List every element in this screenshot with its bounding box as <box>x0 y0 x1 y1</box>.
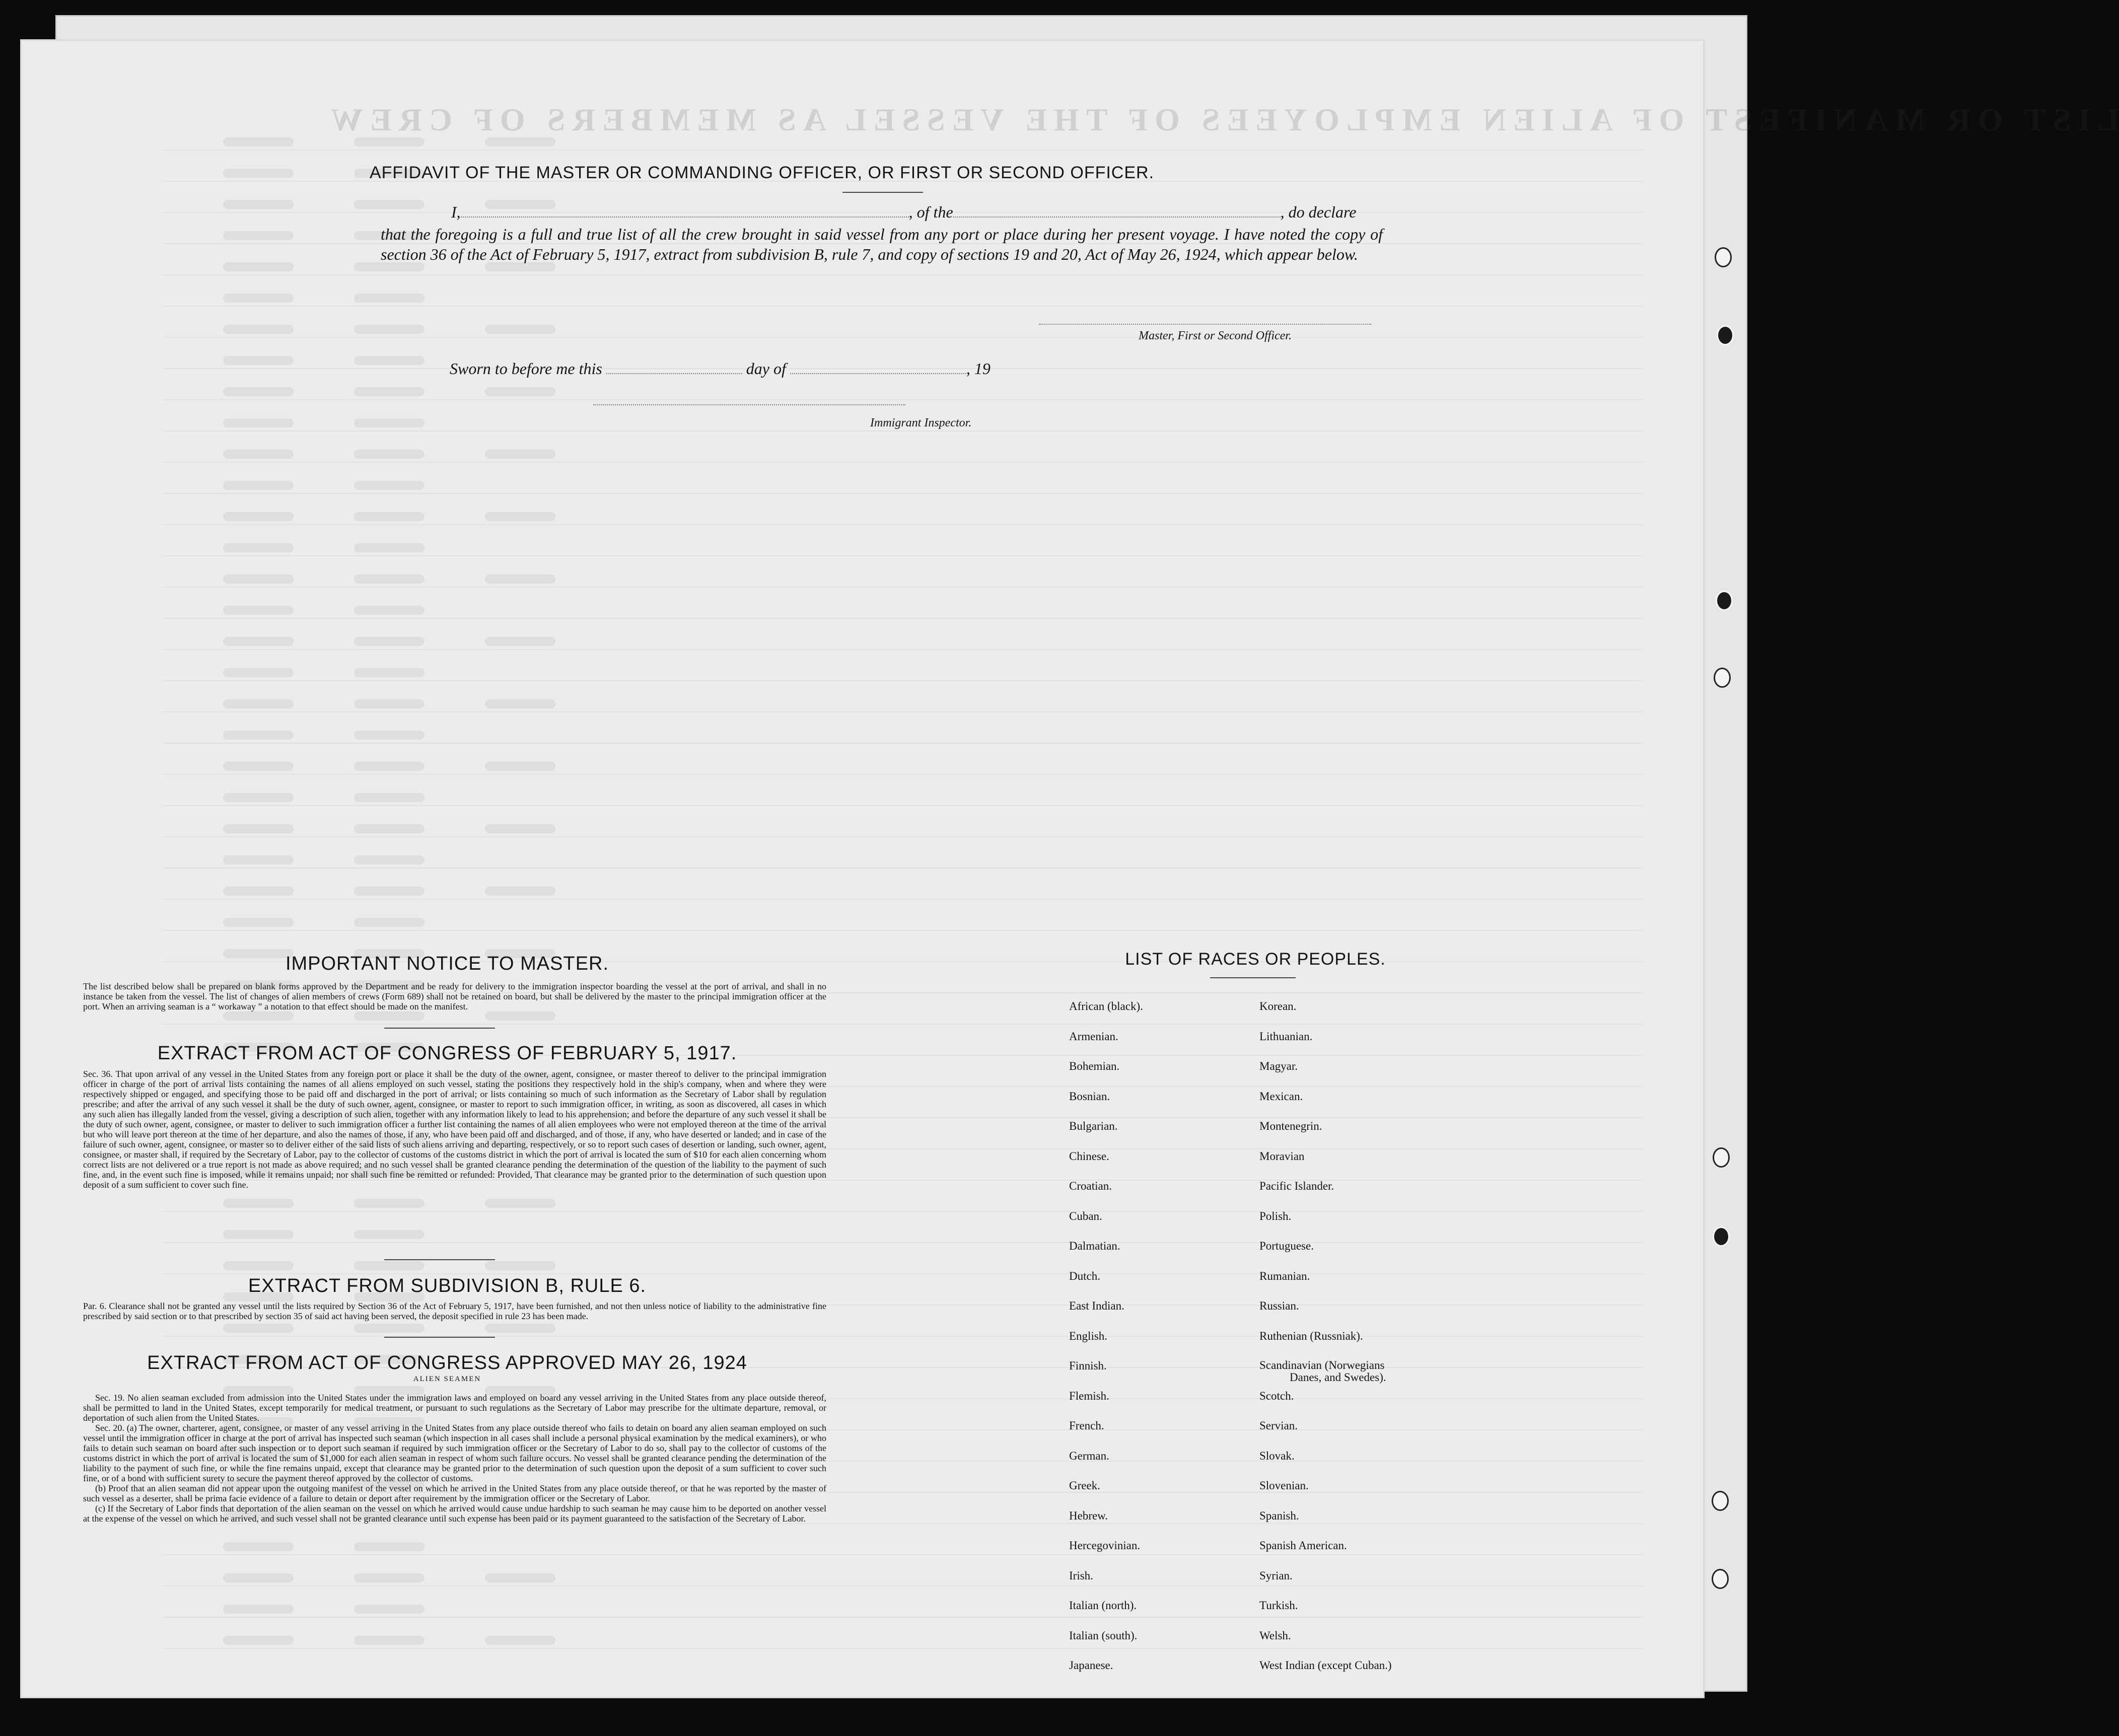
race-item: Croatian. <box>1069 1180 1112 1192</box>
race-item: Finnish. <box>1069 1359 1107 1372</box>
race-item: Italian (south). <box>1069 1629 1138 1642</box>
race-item: Spanish American. <box>1259 1539 1347 1552</box>
race-item: Ruthenian (Russniak). <box>1259 1329 1363 1342</box>
race-item: English. <box>1069 1329 1108 1342</box>
race-item: Japanese. <box>1069 1659 1113 1672</box>
declarant-name-field[interactable] <box>461 216 909 218</box>
year-label: , 19 <box>966 359 991 378</box>
race-item: Korean. <box>1259 1000 1297 1012</box>
race-item: Mexican. <box>1259 1090 1303 1103</box>
races-title: LIST OF RACES OR PEOPLES. <box>1125 950 1386 969</box>
races-divider <box>1210 977 1296 978</box>
race-item: French. <box>1069 1419 1104 1432</box>
title-divider <box>842 192 923 193</box>
of-the-label: , of the <box>908 203 953 221</box>
rule-6-divider <box>384 1337 495 1338</box>
extract-1917-divider <box>384 1259 495 1260</box>
affidavit-paragraph: that the foregoing is a full and true list of all the crew brought in said vessel from any port or place during her present voyage. I have noted the copy of section 36 of the Act of February 5, 1917, extract from subdivision B, rule 7, and copy of sections 19 and 20, Act of May 26, 1924, which appear below. <box>381 225 1383 263</box>
binder-hole-icon <box>1716 591 1733 611</box>
inspector-label: Immigrant Inspector. <box>870 416 972 429</box>
race-item: Flemish. <box>1069 1389 1109 1402</box>
sworn-day-field[interactable] <box>606 373 742 374</box>
race-item: Irish. <box>1069 1569 1093 1582</box>
sworn-line <box>450 359 991 378</box>
rule-6-text: Par. 6. Clearance shall not be granted any vessel until the lists required by Section 36 of the Act of February 5, 1917, have been furnished, and not then unless notice of liability to the administrative fine prescribed by said section or to that prescribed by section 35 of said act having been served, the deposit specified in rule 23 has been made. <box>83 1301 826 1321</box>
race-item: Servian. <box>1259 1419 1298 1432</box>
race-item: Polish. <box>1259 1209 1292 1222</box>
affidavit-title: AFFIDAVIT OF THE MASTER OR COMMANDING OFFICER, OR FIRST OR SECOND OFFICER. <box>369 163 1155 182</box>
document-page <box>20 39 2119 1698</box>
race-item: Syrian. <box>1259 1569 1293 1582</box>
race-item: Montenegrin. <box>1259 1120 1322 1132</box>
sec-20b-text: (b) Proof that an alien seaman did not appear upon the outgoing manifest of the vessel on which he arrived in the United States from any place outside thereof, or that he was reported by the master of such vessel as a deserter, shall be prima facie evidence of a failure to detain or deport after requirement by the immigration officer or the Secretary of Labor. <box>83 1483 826 1503</box>
race-item-scandinavian <box>1259 1359 1392 1390</box>
binder-hole-icon <box>1714 668 1731 688</box>
race-item: Greek. <box>1069 1479 1100 1492</box>
notice-title: IMPORTANT NOTICE TO MASTER. <box>285 953 609 974</box>
race-item: Pacific Islander. <box>1259 1180 1334 1192</box>
binder-hole-icon <box>1717 325 1734 345</box>
race-item: Slovak. <box>1259 1449 1295 1462</box>
race-item: Slovenian. <box>1259 1479 1309 1492</box>
race-item: West Indian (except Cuban.) <box>1259 1659 1392 1672</box>
inspector-signature-line[interactable] <box>593 403 905 405</box>
binder-hole-icon <box>1715 247 1732 267</box>
races-right-column <box>1259 1000 1392 1689</box>
binder-hole-icon <box>1713 1147 1730 1168</box>
sworn-month-field[interactable] <box>790 373 966 374</box>
race-item: Lithuanian. <box>1259 1030 1313 1043</box>
race-item: Moravian <box>1259 1149 1305 1163</box>
declarant-label: I, <box>451 203 461 221</box>
race-item: Portuguese. <box>1259 1240 1314 1252</box>
notice-divider <box>384 1028 495 1029</box>
rule-6-title: EXTRACT FROM SUBDIVISION B, RULE 6. <box>248 1275 647 1296</box>
race-item: Scandinavian (Norwegians <box>1259 1359 1385 1371</box>
extract-1924-text <box>83 1393 826 1524</box>
race-item: Russian. <box>1259 1299 1299 1312</box>
race-item: Dutch. <box>1069 1269 1100 1282</box>
vessel-name-field[interactable] <box>953 216 1281 218</box>
race-item: Rumanian. <box>1259 1269 1310 1282</box>
extract-1924-title: EXTRACT FROM ACT OF CONGRESS APPROVED MAY 26, 1924 <box>147 1352 747 1373</box>
race-item: Turkish. <box>1259 1599 1298 1612</box>
race-item: Italian (north). <box>1069 1599 1137 1612</box>
master-signature-line[interactable] <box>1039 323 1371 325</box>
race-item: Bohemian. <box>1069 1060 1120 1072</box>
race-item: Bulgarian. <box>1069 1120 1118 1132</box>
races-left-column <box>1069 1000 1143 1689</box>
sworn-label: Sworn to before me this <box>450 359 602 378</box>
race-item: Hebrew. <box>1069 1509 1108 1522</box>
bleed-through-heading: LIST OR MANIFEST OF ALIEN EMPLOYEES OF THE VESSEL AS MEMBERS OF CREW <box>324 102 2119 137</box>
sec-19-text: Sec. 19. No alien seaman excluded from admission into the United States under the immigration laws and employed on board any vessel arriving in the United States from any place outside thereof, shall be permitted to land in the United States, except temporarily for medical treatment, or pursuant to such regulations as the Secretary of Labor may prescribe for the ultimate departure, removal, or deportation of such alien from the United States. <box>83 1393 826 1423</box>
race-item: Armenian. <box>1069 1030 1118 1043</box>
race-item: German. <box>1069 1449 1109 1462</box>
affidavit-declaration-line <box>451 203 1356 222</box>
race-item: East Indian. <box>1069 1299 1124 1312</box>
sec-20a-text: Sec. 20. (a) The owner, charterer, agent, consignee, or master of any vessel arriving in the United States from any place outside thereof who fails to detain on board any alien seaman employed on such vessel until the immigration officer in charge at the port of arrival has inspected such seaman (which inspection in all cases shall include a personal physical examination by the medical examiners), or who fails to detain such seaman on board after such inspection or to deport such seaman if required by such immigration officer or the Secretary of Labor to do so, shall pay to the collector of customs of the customs district in which the port of arrival is located the sum of $1,000 for each alien seaman in respect of whom such failure occurs. No vessel shall be granted clearance pending the determination of the liability to the payment of such fine, or while the fine remains unpaid, except that clearance may be granted prior to the determination of such question upon the deposit of a sum sufficient to cover such fine, or of a bond with sufficient surety to secure the payment thereof approved by the collector of customs. <box>83 1423 826 1483</box>
do-declare-label: , do declare <box>1280 203 1357 221</box>
race-item: Hercegovinian. <box>1069 1539 1141 1552</box>
extract-1917-text: Sec. 36. That upon arrival of any vessel in the United States from any foreign port or place it shall be the duty of the owner, agent, consignee, or master thereof to deliver to the principal immigration officer in charge of the port of arrival lists containing the names of all aliens employed on such vessel, stating the positions they respectively hold in the ship's company, when and where they were respectively shipped or engaged, and specifying those to be paid off and discharged in the port of arrival; or lists containing so much of such information as the Secretary of Labor shall by regulation prescribe; and after the arrival of any such vessel it shall be the duty of such owner, agent, consignee, or master to report to such immigration officer, in writing, as soon as discovered, all cases in which any such alien has illegally landed from the vessel, giving a description of such alien, together with any information likely to lead to his apprehension; and before the departure of any such vessel it shall be the duty of such owner, agent, consignee, or master to deliver to such immigration officer a further list containing the names of all alien employees who were not employed thereon at the time of the arrival but who will leave port thereon at the time of her departure, and also the names of those, if any, who have been paid off and discharged, and of those, if any, who have deserted or landed; and in case of the failure of such owner, agent, consignee, or master so to deliver either of the said lists of such aliens arriving and departing, respectively, or so to report such cases of desertion or landing, such owner, agent, consignee, or master shall, if required by the Secretary of Labor, pay to the collector of customs of the customs district in which the port of arrival is located the sum of $10 for each alien concerning whom correct lists are not delivered or a true report is not made as above required; and no such vessel shall be granted clearance pending the determination of the question of the liability to the payment of such fine, and, in the event such fine is imposed, while it remains unpaid; nor shall such fine be remitted or refunded: Provided, That clearance may be granted prior to the determination of such question upon deposit of a sum sufficient to cover such fine. <box>83 1069 826 1190</box>
binder-hole-icon <box>1712 1491 1729 1511</box>
race-item: Chinese. <box>1069 1149 1109 1163</box>
alien-seamen-subtitle: ALIEN SEAMEN <box>413 1375 481 1383</box>
race-item: African (black). <box>1069 1000 1143 1012</box>
race-item: Bosnian. <box>1069 1090 1110 1103</box>
race-item: Scotch. <box>1259 1389 1294 1402</box>
race-item: Welsh. <box>1259 1629 1291 1642</box>
master-signature-label: Master, First or Second Officer. <box>1139 329 1292 342</box>
binder-hole-icon <box>1712 1569 1729 1589</box>
sec-20c-text: (c) If the Secretary of Labor finds that deportation of the alien seaman on the vessel on which he arrived would cause undue hardship to such seaman he may cause him to be deported on another vessel at the expense of the vessel on which he arrived, and such vessel shall not be granted clearance until such expense has been paid or its payment guaranteed to the satisfaction of the Secretary of Labor. <box>83 1503 826 1524</box>
binder-hole-icon <box>1713 1226 1730 1247</box>
extract-1917-title: EXTRACT FROM ACT OF CONGRESS OF FEBRUARY 5, 1917. <box>157 1043 737 1064</box>
race-item: Magyar. <box>1259 1060 1298 1072</box>
race-item-continuation: Danes, and Swedes). <box>1290 1371 1386 1384</box>
race-item: Dalmatian. <box>1069 1240 1120 1252</box>
notice-text: The list described below shall be prepared on blank forms approved by the Department and be ready for delivery to the immigration inspector boarding the vessel at the port of arrival, and shall in no instance be taken from the vessel. The list of changes of alien members of crews (Form 689) shall not be retained on board, but shall be delivered by the master to the principal immigration officer at the port. When an arriving seaman is a “ workaway ” a notation to that effect should be made on the manifest. <box>83 981 826 1011</box>
day-of-label: day of <box>746 359 786 378</box>
race-item: Spanish. <box>1259 1509 1299 1522</box>
race-item: Cuban. <box>1069 1209 1102 1222</box>
